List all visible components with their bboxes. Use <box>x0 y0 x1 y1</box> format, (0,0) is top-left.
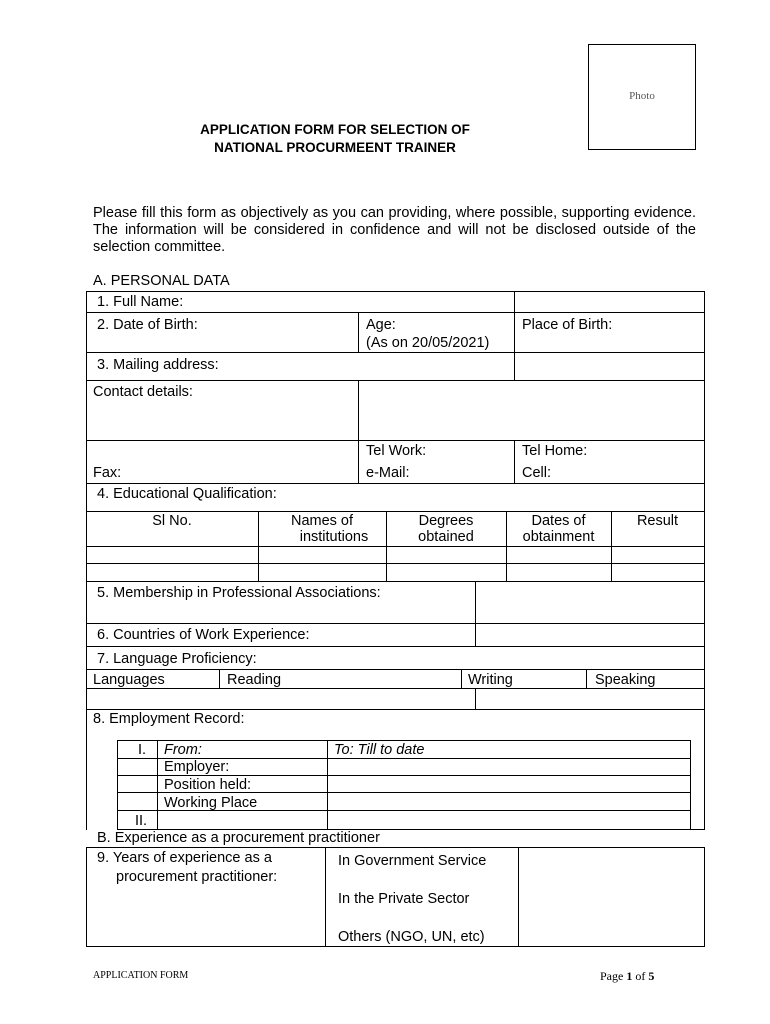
edu-header-degrees-2: obtained <box>418 529 474 545</box>
cell-label: Cell: <box>522 465 552 481</box>
emp-row-ii: II. <box>135 813 148 829</box>
form-title-line1: APPLICATION FORM FOR SELECTION OF <box>200 122 470 137</box>
lang-header-reading: Reading <box>227 672 282 688</box>
contact-details-field[interactable] <box>359 381 704 440</box>
footer-page-number: Page 1 of 5 <box>600 969 655 983</box>
employment-label: 8. Employment Record: <box>93 711 245 727</box>
gov-service-label: In Government Service <box>338 853 487 869</box>
edu-header-result: Result <box>636 513 679 529</box>
years-field[interactable] <box>519 848 704 946</box>
tel-work-label: Tel Work: <box>366 443 427 459</box>
education-label: 4. Educational Qualification: <box>97 486 277 502</box>
private-sector-label: In the Private Sector <box>338 891 470 907</box>
tel-home-label: Tel Home: <box>522 443 588 459</box>
lang-header-writing: Writing <box>468 672 513 688</box>
lang-header-speaking: Speaking <box>595 672 656 688</box>
footer-form-name: APPLICATION FORM <box>93 970 189 981</box>
language-label: 7. Language Proficiency: <box>97 651 257 667</box>
countries-label: 6. Countries of Work Experience: <box>97 627 310 643</box>
photo-label: Photo <box>629 90 655 102</box>
emp-row-i: I. <box>138 742 147 758</box>
years-label-2: procurement practitioner: <box>116 869 278 885</box>
edu-header-names-1: Names of <box>290 513 354 529</box>
edu-header-degrees-1: Degrees <box>418 513 474 529</box>
lang-header-languages: Languages <box>93 672 165 688</box>
edu-header-names-2: institutions <box>299 529 369 545</box>
emp-working-place-label: Working Place <box>164 795 258 811</box>
section-a-heading: A. PERSONAL DATA <box>93 273 230 289</box>
emp-from-label: From: <box>164 742 202 758</box>
intro-paragraph: Please fill this form as objectively as you can providing, where possible, supporting evidence. The information will be considered in confidence and will not be disclosed outside of the selection committee. <box>93 205 696 255</box>
others-label: Others (NGO, UN, etc) <box>338 929 485 945</box>
contact-details-label: Contact details: <box>93 384 193 400</box>
emp-position-label: Position held: <box>164 777 252 793</box>
full-name-field[interactable] <box>515 292 704 312</box>
edu-header-dates-1: Dates of <box>531 513 586 529</box>
fax-label: Fax: <box>93 465 122 481</box>
section-b-heading: B. Experience as a procurement practitioner <box>97 830 380 846</box>
dob-label: 2. Date of Birth: <box>97 317 198 333</box>
countries-field[interactable] <box>476 624 704 646</box>
mailing-address-field[interactable] <box>515 353 704 380</box>
full-name-label: 1. Full Name: <box>97 294 184 310</box>
mailing-address-label: 3. Mailing address: <box>97 357 219 373</box>
age-label: Age: <box>366 317 396 333</box>
edu-header-dates-2: obtainment <box>522 529 595 545</box>
place-of-birth-label: Place of Birth: <box>522 317 613 333</box>
years-label-1: 9. Years of experience as a <box>97 850 272 866</box>
age-note: (As on 20/05/2021) <box>366 335 490 351</box>
membership-field[interactable] <box>476 582 704 623</box>
emp-employer-label: Employer: <box>164 759 230 775</box>
form-title-line2: NATIONAL PROCURMEENT TRAINER <box>214 140 456 155</box>
email-label: e-Mail: <box>366 465 410 481</box>
edu-header-sl: Sl No. <box>152 513 192 529</box>
emp-to-label: To: Till to date <box>334 742 425 758</box>
membership-label: 5. Membership in Professional Associations: <box>97 585 381 601</box>
